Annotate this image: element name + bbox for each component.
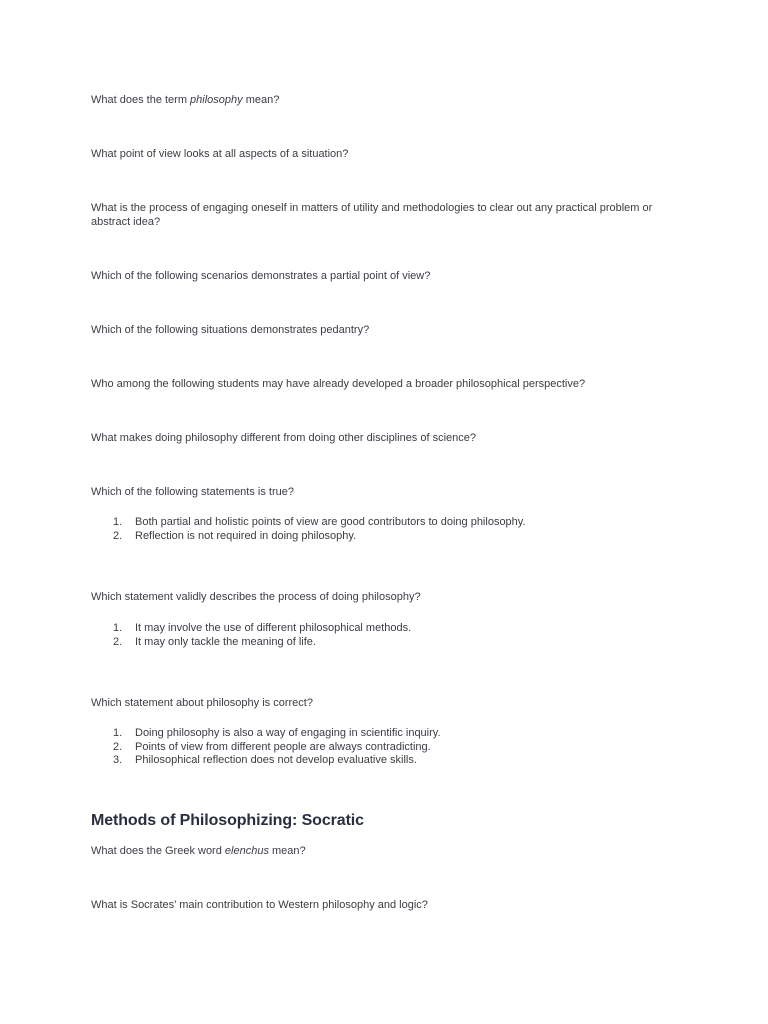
question-text: mean? xyxy=(242,94,280,106)
question-4: Which of the following scenarios demonstrates a partial point of view? xyxy=(91,270,431,282)
list-number: 1. xyxy=(113,516,123,528)
option-text: Points of view from different people are always contradicting. xyxy=(135,740,431,753)
question-9: Which statement validly describes the process of doing philosophy? xyxy=(91,591,421,603)
list-number: 2. xyxy=(113,740,123,753)
list-item xyxy=(91,741,441,755)
question-text: mean? xyxy=(268,845,306,857)
option-text: Both partial and holistic points of view are good contributors to doing philosophy. xyxy=(135,516,526,528)
list-number: 3. xyxy=(113,754,123,766)
question-2: What point of view looks at all aspects of a situation? xyxy=(91,148,349,160)
question-8: Which of the following statements is true? xyxy=(91,486,294,498)
section-question-2: What is Socrates’ main contribution to Western philosophy and logic? xyxy=(91,899,428,911)
option-text: Reflection is not required in doing philosophy. xyxy=(135,529,357,542)
question-text: What does the Greek word xyxy=(91,845,225,857)
option-list xyxy=(91,516,526,543)
section-question-1 xyxy=(91,844,681,858)
emphasized-term: philosophy xyxy=(190,94,243,106)
list-number: 2. xyxy=(113,635,123,648)
question-5: Which of the following situations demonstrates pedantry? xyxy=(91,324,370,336)
option-text: It may only tackle the meaning of life. xyxy=(135,635,316,648)
list-item xyxy=(91,636,411,650)
option-text: Philosophical reflection does not develop evaluative skills. xyxy=(135,754,417,766)
list-item xyxy=(91,530,526,544)
option-text: It may involve the use of different philosophical methods. xyxy=(135,622,412,634)
list-item xyxy=(91,727,441,741)
question-7: What makes doing philosophy different from doing other disciplines of science? xyxy=(91,432,477,444)
list-number: 1. xyxy=(113,622,123,634)
question-10: Which statement about philosophy is correct? xyxy=(91,697,313,709)
list-item xyxy=(91,622,411,636)
list-number: 2. xyxy=(113,529,123,542)
section-heading: Methods of Philosophizing: Socratic xyxy=(91,812,364,829)
list-item xyxy=(91,754,441,768)
option-list xyxy=(91,727,441,768)
question-1 xyxy=(91,93,681,107)
option-text: Doing philosophy is also a way of engaging in scientific inquiry. xyxy=(135,727,441,739)
question-text: What does the term xyxy=(91,94,191,106)
question-3: What is the process of engaging oneself in matters of utility and methodologies to clear out any practical problem or abstract idea? xyxy=(91,202,653,228)
emphasized-term: elenchus xyxy=(224,845,269,857)
list-item xyxy=(91,516,526,530)
option-list xyxy=(91,622,411,649)
list-number: 1. xyxy=(113,727,123,739)
question-6: Who among the following students may have already developed a broader philosophical perspective? xyxy=(91,378,586,390)
